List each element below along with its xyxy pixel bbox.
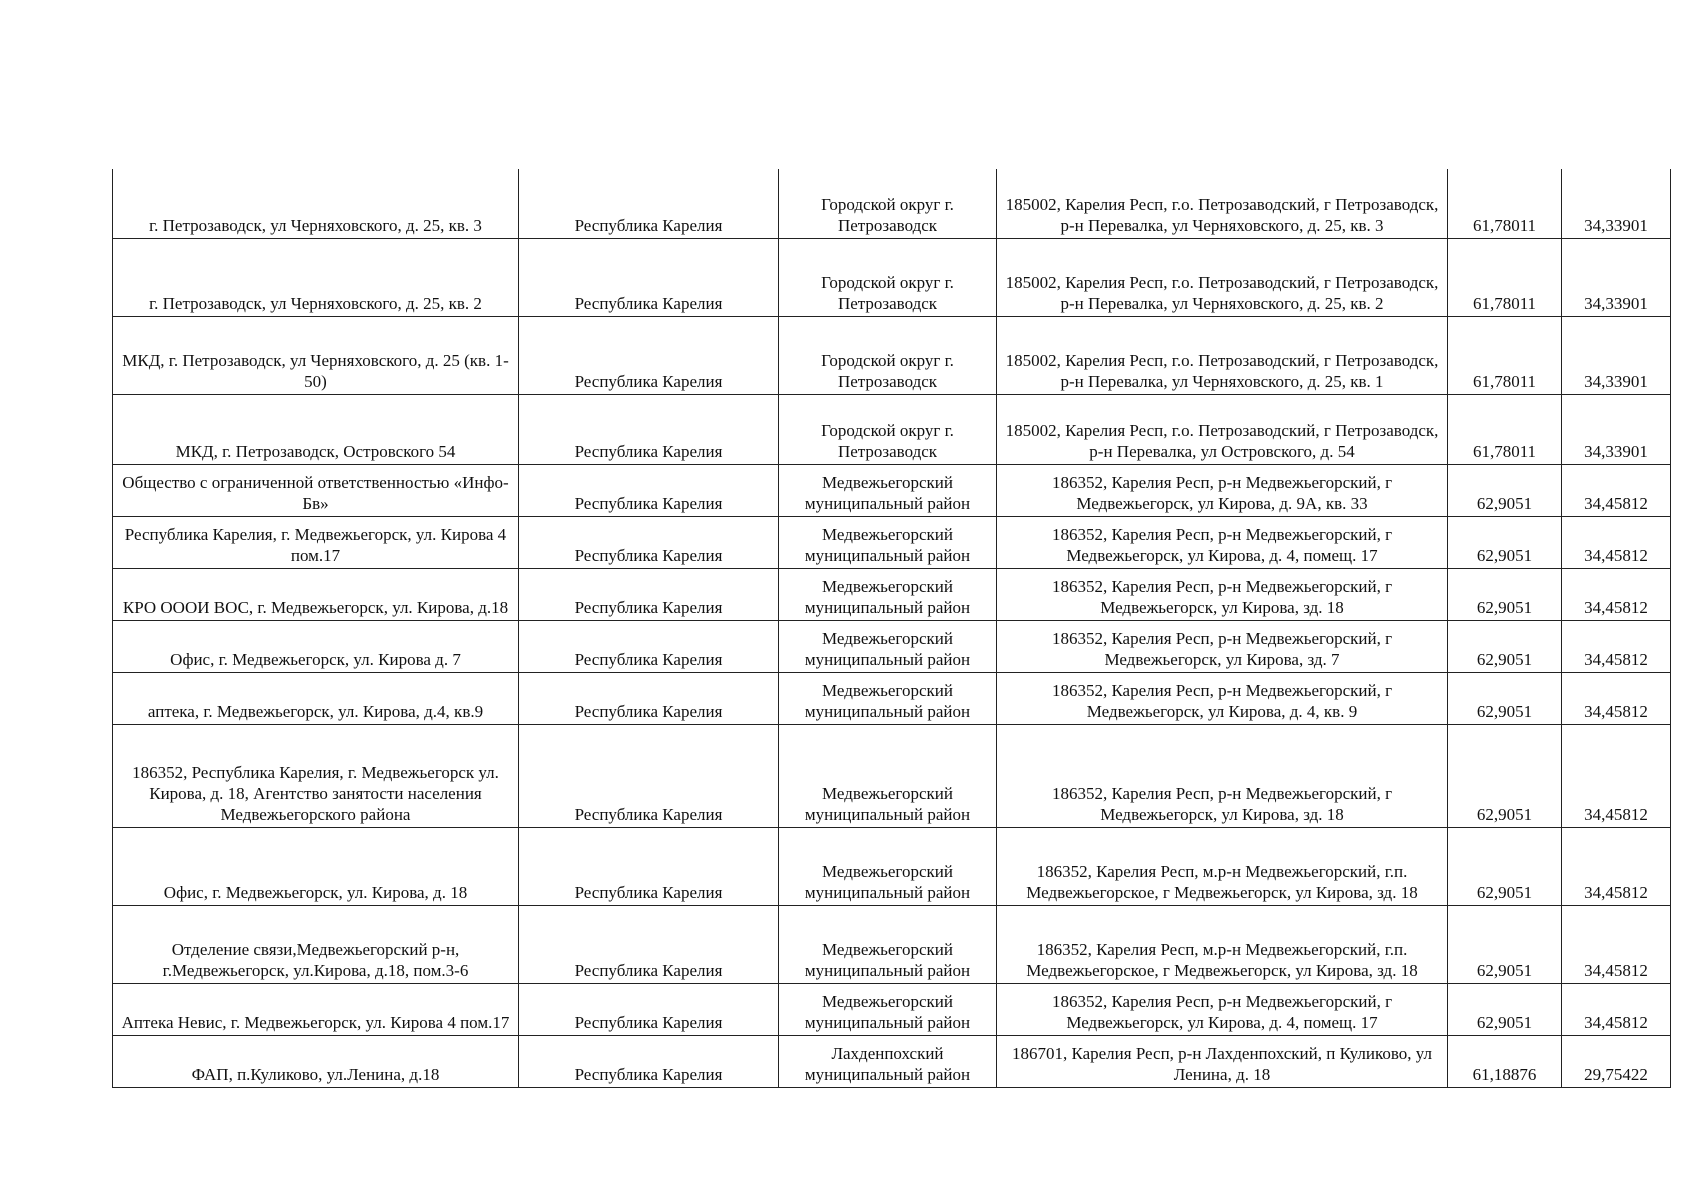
district-cell: Медвежьегорский муниципальный район [779,569,997,621]
table-row [113,517,1671,569]
longitude-cell: 34,45812 [1562,673,1671,725]
longitude-cell: 34,45812 [1562,465,1671,517]
object-name-cell: КРО ОООИ ВОС, г. Медвежьегорск, ул. Кирова, д.18 [113,569,519,621]
district-cell: Городской округ г. Петрозаводск [779,169,997,239]
longitude-cell: 34,45812 [1562,906,1671,984]
object-name-cell: МКД, г. Петрозаводск, ул Черняховского, д. 25 (кв. 1-50) [113,317,519,395]
district-cell: Городской округ г. Петрозаводск [779,317,997,395]
address-cell: 185002, Карелия Респ, г.о. Петрозаводский, г Петрозаводск, р-н Перевалка, ул Черняховского, д. 25, кв. 3 [997,169,1448,239]
address-cell: 186352, Карелия Респ, р-н Медвежьегорский, г Медвежьегорск, ул Кирова, д. 9А, кв. 33 [997,465,1448,517]
address-cell: 186352, Карелия Респ, р-н Медвежьегорский, г Медвежьегорск, ул Кирова, зд. 18 [997,569,1448,621]
object-name-cell: Республика Карелия, г. Медвежьегорск, ул. Кирова 4 пом.17 [113,517,519,569]
region-cell: Республика Карелия [519,1036,779,1088]
latitude-cell: 62,9051 [1448,517,1562,569]
longitude-cell: 34,45812 [1562,569,1671,621]
latitude-cell: 62,9051 [1448,673,1562,725]
longitude-cell: 34,33901 [1562,239,1671,317]
region-cell: Республика Карелия [519,465,779,517]
district-cell: Медвежьегорский муниципальный район [779,621,997,673]
table-row [113,906,1671,984]
latitude-cell: 62,9051 [1448,621,1562,673]
latitude-cell: 61,18876 [1448,1036,1562,1088]
district-cell: Медвежьегорский муниципальный район [779,465,997,517]
longitude-cell: 34,33901 [1562,169,1671,239]
region-cell: Республика Карелия [519,984,779,1036]
region-cell: Республика Карелия [519,517,779,569]
object-name-cell: аптека, г. Медвежьегорск, ул. Кирова, д.4, кв.9 [113,673,519,725]
address-cell: 186352, Карелия Респ, р-н Медвежьегорский, г Медвежьегорск, ул Кирова, зд. 18 [997,725,1448,828]
object-name-cell: Офис, г. Медвежьегорск, ул. Кирова д. 7 [113,621,519,673]
latitude-cell: 61,78011 [1448,169,1562,239]
address-cell: 186352, Карелия Респ, м.р-н Медвежьегорский, г.п. Медвежьегорское, г Медвежьегорск, ул Кирова, зд. 18 [997,828,1448,906]
object-name-cell: г. Петрозаводск, ул Черняховского, д. 25, кв. 2 [113,239,519,317]
table-row [113,725,1671,828]
object-name-cell: Аптека Невис, г. Медвежьегорск, ул. Кирова 4 пом.17 [113,984,519,1036]
latitude-cell: 62,9051 [1448,828,1562,906]
table-row [113,569,1671,621]
address-cell: 186352, Карелия Респ, р-н Медвежьегорский, г Медвежьегорск, ул Кирова, зд. 7 [997,621,1448,673]
address-cell: 186352, Карелия Респ, м.р-н Медвежьегорский, г.п. Медвежьегорское, г Медвежьегорск, ул Кирова, зд. 18 [997,906,1448,984]
table-row [113,465,1671,517]
district-cell: Медвежьегорский муниципальный район [779,673,997,725]
table-row [113,239,1671,317]
address-cell: 185002, Карелия Респ, г.о. Петрозаводский, г Петрозаводск, р-н Перевалка, ул Островского, д. 54 [997,395,1448,465]
object-name-cell: Общество с ограниченной ответственностью «Инфо-Бв» [113,465,519,517]
latitude-cell: 62,9051 [1448,906,1562,984]
district-cell: Медвежьегорский муниципальный район [779,906,997,984]
latitude-cell: 62,9051 [1448,725,1562,828]
table-row [113,1036,1671,1088]
table-row [113,169,1671,239]
table-row [113,395,1671,465]
district-cell: Медвежьегорский муниципальный район [779,725,997,828]
longitude-cell: 34,45812 [1562,828,1671,906]
address-cell: 185002, Карелия Респ, г.о. Петрозаводский, г Петрозаводск, р-н Перевалка, ул Черняховского, д. 25, кв. 2 [997,239,1448,317]
latitude-cell: 61,78011 [1448,317,1562,395]
region-cell: Республика Карелия [519,828,779,906]
table-row [113,828,1671,906]
district-cell: Городской округ г. Петрозаводск [779,239,997,317]
table-row [113,621,1671,673]
longitude-cell: 34,45812 [1562,984,1671,1036]
region-cell: Республика Карелия [519,169,779,239]
district-cell: Медвежьегорский муниципальный район [779,517,997,569]
address-cell: 185002, Карелия Респ, г.о. Петрозаводский, г Петрозаводск, р-н Перевалка, ул Черняховского, д. 25, кв. 1 [997,317,1448,395]
latitude-cell: 62,9051 [1448,465,1562,517]
address-cell: 186352, Карелия Респ, р-н Медвежьегорский, г Медвежьегорск, ул Кирова, д. 4, помещ. 17 [997,517,1448,569]
longitude-cell: 34,33901 [1562,395,1671,465]
region-cell: Республика Карелия [519,906,779,984]
district-cell: Медвежьегорский муниципальный район [779,828,997,906]
object-name-cell: 186352, Республика Карелия, г. Медвежьегорск ул. Кирова, д. 18, Агентство занятости населения Медвежьегорского района [113,725,519,828]
latitude-cell: 62,9051 [1448,569,1562,621]
region-cell: Республика Карелия [519,725,779,828]
region-cell: Республика Карелия [519,395,779,465]
region-cell: Республика Карелия [519,569,779,621]
longitude-cell: 34,45812 [1562,621,1671,673]
object-name-cell: г. Петрозаводск, ул Черняховского, д. 25, кв. 3 [113,169,519,239]
address-table [112,169,1671,1088]
address-cell: 186352, Карелия Респ, р-н Медвежьегорский, г Медвежьегорск, ул Кирова, д. 4, кв. 9 [997,673,1448,725]
region-cell: Республика Карелия [519,317,779,395]
longitude-cell: 34,33901 [1562,317,1671,395]
object-name-cell: ФАП, п.Куликово, ул.Ленина, д.18 [113,1036,519,1088]
region-cell: Республика Карелия [519,621,779,673]
region-cell: Республика Карелия [519,673,779,725]
district-cell: Медвежьегорский муниципальный район [779,984,997,1036]
table-row [113,317,1671,395]
district-cell: Городской округ г. Петрозаводск [779,395,997,465]
latitude-cell: 61,78011 [1448,239,1562,317]
object-name-cell: Отделение связи,Медвежьегорский р-н, г.Медвежьегорск, ул.Кирова, д.18, пом.3-6 [113,906,519,984]
longitude-cell: 34,45812 [1562,725,1671,828]
address-cell: 186352, Карелия Респ, р-н Медвежьегорский, г Медвежьегорск, ул Кирова, д. 4, помещ. 17 [997,984,1448,1036]
longitude-cell: 34,45812 [1562,517,1671,569]
latitude-cell: 62,9051 [1448,984,1562,1036]
table-row [113,984,1671,1036]
region-cell: Республика Карелия [519,239,779,317]
district-cell: Лахденпохский муниципальный район [779,1036,997,1088]
table-row [113,673,1671,725]
longitude-cell: 29,75422 [1562,1036,1671,1088]
latitude-cell: 61,78011 [1448,395,1562,465]
object-name-cell: Офис, г. Медвежьегорск, ул. Кирова, д. 18 [113,828,519,906]
object-name-cell: МКД, г. Петрозаводск, Островского 54 [113,395,519,465]
address-cell: 186701, Карелия Респ, р-н Лахденпохский, п Куликово, ул Ленина, д. 18 [997,1036,1448,1088]
